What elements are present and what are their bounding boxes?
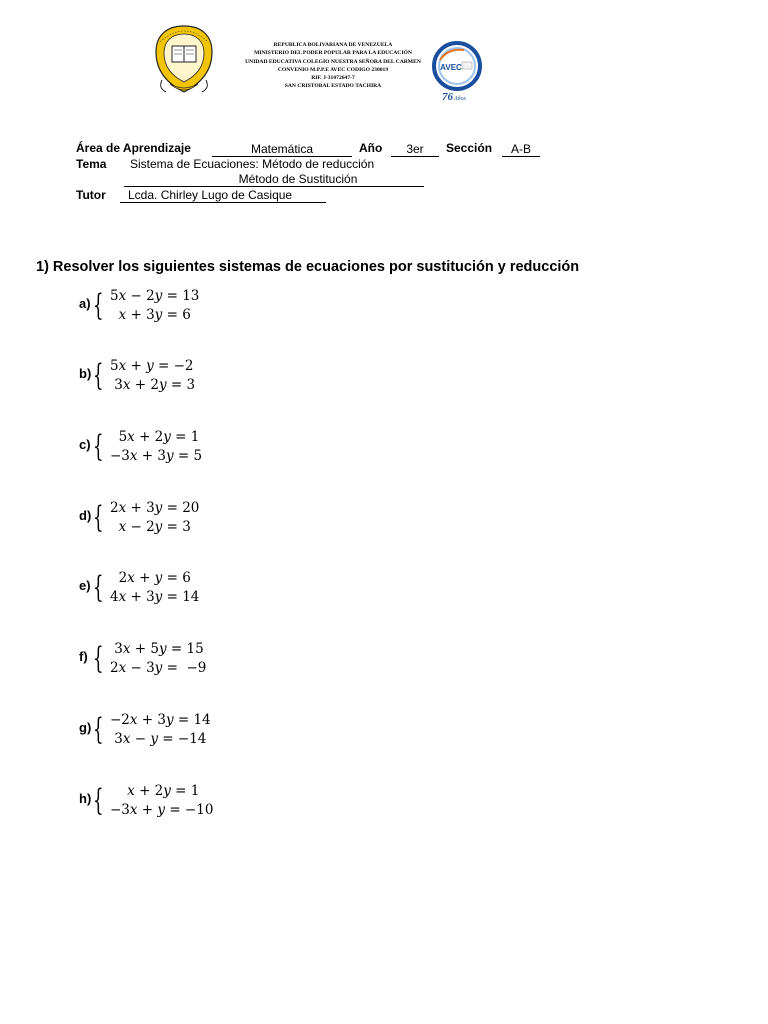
equation-1: 5𝑥 − 2𝑦 = 13 xyxy=(110,288,200,304)
topic-value-line2-text: Método de Sustitución xyxy=(238,172,358,186)
left-brace-icon: { xyxy=(93,429,104,464)
equation-2: 𝑥 − 2𝑦 = 3 xyxy=(110,519,191,535)
area-label: Área de Aprendizaje xyxy=(76,141,191,155)
topic-value-line2 xyxy=(124,172,424,187)
header-line: CONVENIO M.P.P.E AVEC CODIGO 230019 xyxy=(277,66,389,73)
left-brace-icon: { xyxy=(93,358,104,393)
problem-label: c) xyxy=(79,437,91,452)
header-line: REPUBLICA BOLIVARIANA DE VENEZUELA xyxy=(273,42,393,48)
problem-label: a) xyxy=(79,296,91,311)
header-line: SAN CRISTOBAL ESTADO TACHIRA xyxy=(284,83,382,90)
problem-label: e) xyxy=(79,578,91,593)
equation-2: 3𝑥 − 𝑦 = −14 xyxy=(110,731,207,747)
header-line: UNIDAD EDUCATIVA COLEGIO NUESTRA SEÑORA DEL CARMEN xyxy=(245,58,421,65)
left-brace-icon: { xyxy=(93,500,104,535)
avec-text: AVEC xyxy=(440,63,462,72)
problem-label: d) xyxy=(79,508,92,523)
section-value: A-B xyxy=(502,142,540,157)
exercise-title: 1) Resolver los siguientes sistemas de ecuaciones por sustitución y reducción xyxy=(36,259,580,275)
equation-2: 2𝑥 − 3𝑦 = −9 xyxy=(110,660,207,676)
problem-label: f) xyxy=(79,649,88,664)
year-label: Año xyxy=(359,141,383,155)
area-value: Matemática xyxy=(212,142,352,157)
equation-2: 𝑥 + 3𝑦 = 6 xyxy=(110,307,191,323)
avec-anniversary-logo xyxy=(426,40,488,102)
tutor-label: Tutor xyxy=(76,188,106,202)
equation-1: 5𝑥 + 2𝑦 = 1 xyxy=(110,429,200,445)
equation-2: −3𝑥 + 𝑦 = −10 xyxy=(110,802,214,818)
left-brace-icon: { xyxy=(93,712,104,747)
tutor-value xyxy=(120,188,326,203)
problem-label: b) xyxy=(79,366,92,381)
topic-label: Tema xyxy=(76,157,107,171)
equation-1: 𝑥 + 2𝑦 = 1 xyxy=(110,783,200,799)
header-line: RIF. J-31072647-7 xyxy=(311,75,355,82)
year-value: 3er xyxy=(391,142,439,157)
left-brace-icon: { xyxy=(93,641,104,676)
equation-1: 2𝑥 + 𝑦 = 6 xyxy=(110,570,191,586)
left-brace-icon: { xyxy=(93,288,104,323)
equation-1: −2𝑥 + 3𝑦 = 14 xyxy=(110,712,211,728)
anniversary-word: Años xyxy=(454,96,466,102)
equation-2: 3𝑥 + 2𝑦 = 3 xyxy=(110,377,196,393)
section-label: Sección xyxy=(446,141,493,155)
tutor-value-text: Lcda. Chirley Lugo de Casique xyxy=(128,188,293,202)
equation-1: 2𝑥 + 3𝑦 = 20 xyxy=(110,500,200,516)
school-crest-logo xyxy=(150,22,218,98)
anniversary-number: 76 xyxy=(442,91,453,102)
problem-label: h) xyxy=(79,791,92,806)
left-brace-icon: { xyxy=(93,783,104,818)
left-brace-icon: { xyxy=(93,570,104,605)
equation-1: 5𝑥 + 𝑦 = −2 xyxy=(110,358,194,374)
problem-label: g) xyxy=(79,720,92,735)
header-line: MINISTERIO DEL PODER POPULAR PARA LA EDUCACIÓN xyxy=(254,50,412,57)
equation-2: −3𝑥 + 3𝑦 = 5 xyxy=(110,448,203,464)
topic-value-line1: Sistema de Ecuaciones: Método de reducción xyxy=(130,157,375,171)
equation-1: 3𝑥 + 5𝑦 = 15 xyxy=(110,641,204,657)
equation-2: 4𝑥 + 3𝑦 = 14 xyxy=(110,589,200,605)
school-header-text xyxy=(238,41,428,91)
